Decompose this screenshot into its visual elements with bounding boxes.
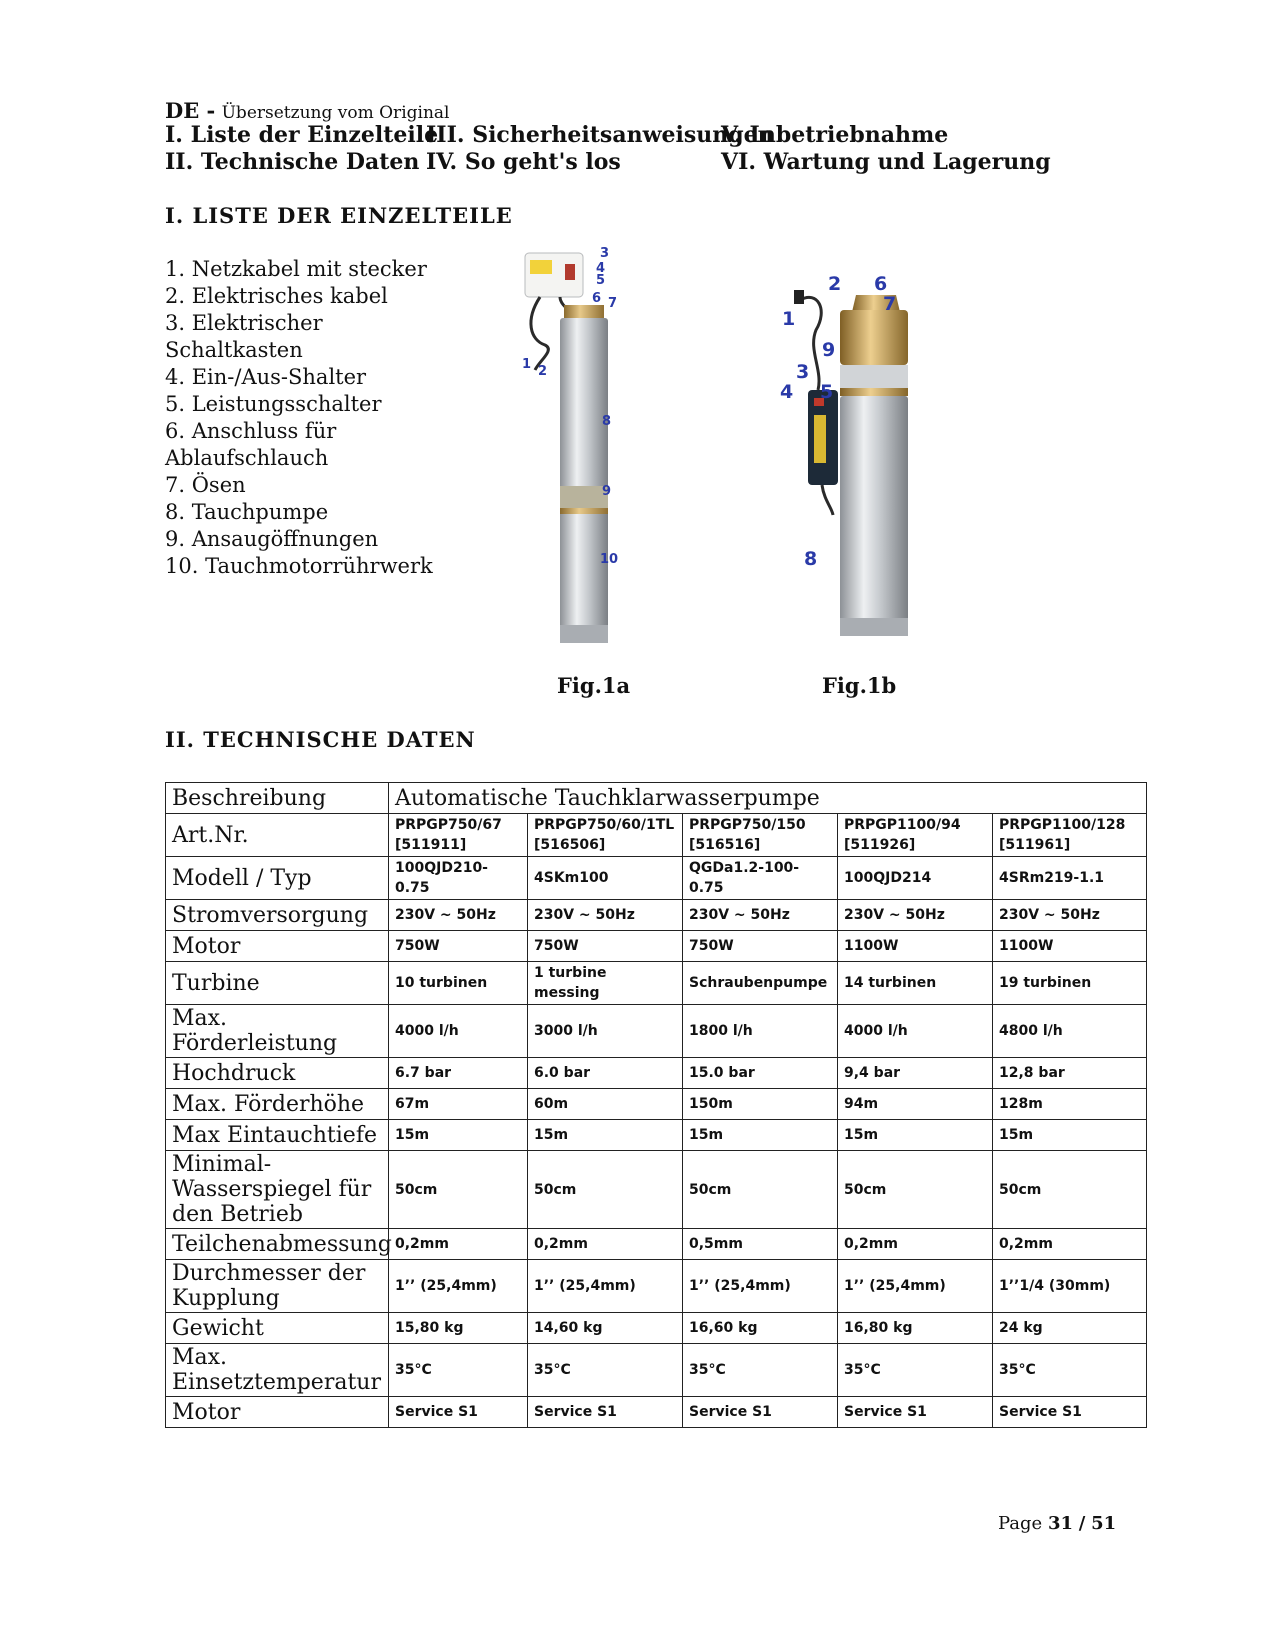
pump-base-shape — [840, 618, 908, 636]
table-cell: 230V ~ 50Hz — [528, 900, 683, 931]
table-cell: 4000 l/h — [838, 1005, 993, 1058]
row-label: Turbine — [166, 962, 389, 1005]
row-label: Minimal-Wasserspiegel für den Betrieb — [166, 1151, 389, 1229]
table-cell: 35°C — [993, 1344, 1147, 1397]
table-cell: Service S1 — [838, 1397, 993, 1428]
table-cell: 1100W — [993, 931, 1147, 962]
list-item: 2. Elektrisches kabel — [165, 284, 388, 308]
page-number — [998, 1513, 1116, 1534]
switch-shape — [565, 264, 575, 280]
page-separator: / — [1078, 1513, 1086, 1534]
callout-label: 9 — [822, 339, 836, 361]
list-item: 3. Elektrischer Schaltkasten — [165, 311, 323, 362]
table-cell: 1’’ (25,4mm) — [389, 1260, 528, 1313]
page-current: 31 — [1047, 1513, 1074, 1534]
table-cell: 4000 l/h — [389, 1005, 528, 1058]
row-label: Max. Förderleistung — [166, 1005, 389, 1058]
toc-entry[interactable]: IV. So geht's los — [426, 149, 621, 175]
row-label: Durchmesser der Kupplung — [166, 1260, 389, 1313]
table-cell: 1’’ (25,4mm) — [683, 1260, 838, 1313]
table-cell: 100QJD214 — [838, 857, 993, 900]
row-label: Max. Förderhöhe — [166, 1089, 389, 1120]
list-item: 6. Anschluss für Ablaufschlauch — [165, 419, 337, 470]
table-cell: 67m — [389, 1089, 528, 1120]
table-row — [166, 1229, 1147, 1260]
table-cell: 230V ~ 50Hz — [993, 900, 1147, 931]
table-cell: 1’’ (25,4mm) — [838, 1260, 993, 1313]
table-cell: 1800 l/h — [683, 1005, 838, 1058]
table-row — [166, 1089, 1147, 1120]
table-cell: 15m — [993, 1120, 1147, 1151]
pump-ring-shape — [840, 388, 908, 396]
table-cell: 16,60 kg — [683, 1313, 838, 1344]
row-label: Modell / Typ — [166, 857, 389, 900]
table-cell: 1’’ (25,4mm) — [528, 1260, 683, 1313]
row-label: Hochdruck — [166, 1058, 389, 1089]
toc-column-3 — [721, 122, 1051, 176]
pump-body-shape — [840, 396, 908, 636]
table-cell: 15.0 bar — [683, 1058, 838, 1089]
table-cell: PRPGP750/150 [516516] — [683, 814, 838, 857]
table-cell: 15m — [683, 1120, 838, 1151]
table-cell: 6.7 bar — [389, 1058, 528, 1089]
table-cell: 4800 l/h — [993, 1005, 1147, 1058]
table-cell: 50cm — [389, 1151, 528, 1229]
table-cell: 100QJD210-0.75 — [389, 857, 528, 900]
table-cell: 1100W — [838, 931, 993, 962]
table-cell: 14 turbinen — [838, 962, 993, 1005]
table-row — [166, 1151, 1147, 1229]
table-cell: 6.0 bar — [528, 1058, 683, 1089]
table-cell: 750W — [389, 931, 528, 962]
table-row — [166, 1120, 1147, 1151]
callout-label: 10 — [600, 552, 619, 567]
table-cell: 230V ~ 50Hz — [683, 900, 838, 931]
figure-1a-caption: Fig.1a — [557, 673, 631, 698]
table-row — [166, 1397, 1147, 1428]
table-cell: 0,2mm — [389, 1229, 528, 1260]
toc-entry[interactable]: I. Liste der Einzelteile — [165, 122, 439, 148]
figure-1a-pump-image — [520, 246, 660, 670]
table-cell: Schraubenpumpe — [683, 962, 838, 1005]
table-cell: 94m — [838, 1089, 993, 1120]
callout-label: 6 — [874, 273, 888, 295]
table-cell: 14,60 kg — [528, 1313, 683, 1344]
table-cell: 230V ~ 50Hz — [389, 900, 528, 931]
table-cell: 750W — [683, 931, 838, 962]
callout-label: 2 — [828, 273, 842, 295]
table-cell: 35°C — [528, 1344, 683, 1397]
callout-label: 7 — [608, 296, 618, 311]
figure-1b-caption: Fig.1b — [822, 673, 897, 698]
cable-shape — [822, 485, 833, 515]
table-cell: PRPGP1100/128 [511961] — [993, 814, 1147, 857]
figure-1b-pump-image — [780, 273, 938, 670]
table-row — [166, 1313, 1147, 1344]
toc-entry[interactable]: II. Technische Daten — [165, 149, 420, 175]
table-row — [166, 783, 1147, 814]
toc-entry[interactable]: V. Inbetriebnahme — [721, 122, 949, 148]
table-cell: PRPGP750/67 [511911] — [389, 814, 528, 857]
callout-label: 6 — [592, 291, 602, 306]
technical-data-table — [165, 782, 1147, 1428]
callout-label: 4 — [596, 261, 606, 276]
row-label: Motor — [166, 1397, 389, 1428]
table-cell: Service S1 — [389, 1397, 528, 1428]
table-cell: Service S1 — [528, 1397, 683, 1428]
pump-head-shape — [840, 310, 908, 365]
plug-shape — [794, 290, 804, 304]
table-row — [166, 962, 1147, 1005]
warning-label-shape — [530, 260, 552, 274]
callout-label: 3 — [600, 246, 610, 261]
table-cell: 15m — [528, 1120, 683, 1151]
section-title-parts: I. LISTE DER EINZELTEILE — [165, 203, 513, 228]
section-title-technical-data: II. TECHNISCHE DATEN — [165, 727, 476, 752]
table-cell: 1 turbine messing — [528, 962, 683, 1005]
table-row — [166, 931, 1147, 962]
table-row — [166, 857, 1147, 900]
table-cell: 4SKm100 — [528, 857, 683, 900]
table-cell: PRPGP750/60/1TL [516506] — [528, 814, 683, 857]
list-item: 1. Netzkabel mit stecker — [165, 257, 427, 281]
callout-label: 5 — [596, 273, 606, 288]
language-code: DE - — [165, 98, 216, 123]
table-cell: 50cm — [993, 1151, 1147, 1229]
table-cell: Service S1 — [683, 1397, 838, 1428]
toc-entry[interactable]: III. Sicherheitsanweisungen — [426, 122, 774, 148]
callout-label: 9 — [602, 484, 612, 499]
table-cell: 60m — [528, 1089, 683, 1120]
pump-body-shape — [560, 318, 608, 643]
callout-label: 2 — [538, 364, 548, 379]
description-value: Automatische Tauchklarwasserpumpe — [389, 783, 1147, 814]
table-cell: 10 turbinen — [389, 962, 528, 1005]
list-item: 5. Leistungsschalter — [165, 392, 382, 416]
table-cell: 9,4 bar — [838, 1058, 993, 1089]
callout-label: 1 — [522, 357, 532, 372]
row-label: Motor — [166, 931, 389, 962]
callout-label: 3 — [796, 361, 810, 383]
table-cell: 50cm — [838, 1151, 993, 1229]
table-row — [166, 1344, 1147, 1397]
list-item: 7. Ösen — [165, 473, 246, 497]
row-label: Art.Nr. — [166, 814, 389, 857]
table-row — [166, 1058, 1147, 1089]
capacitor-label-shape — [814, 415, 826, 463]
row-label: Teilchenabmessung — [166, 1229, 389, 1260]
toc-column-1 — [165, 122, 438, 176]
list-item: 9. Ansaugöffnungen — [165, 527, 379, 551]
table-cell: 0,2mm — [838, 1229, 993, 1260]
table-cell: 35°C — [838, 1344, 993, 1397]
row-label: Max Eintauchtiefe — [166, 1120, 389, 1151]
table-cell: 0,5mm — [683, 1229, 838, 1260]
table-cell: 50cm — [683, 1151, 838, 1229]
language-header — [165, 98, 449, 123]
cable-shape — [531, 297, 548, 370]
table-cell: 150m — [683, 1089, 838, 1120]
table-cell: 50cm — [528, 1151, 683, 1229]
list-item: 8. Tauchpumpe — [165, 500, 329, 524]
table-cell: 3000 l/h — [528, 1005, 683, 1058]
table-cell: 1’’1/4 (30mm) — [993, 1260, 1147, 1313]
table-cell: 750W — [528, 931, 683, 962]
table-row — [166, 1260, 1147, 1313]
list-item: 10. Tauchmotorrührwerk — [165, 554, 433, 578]
callout-label: 4 — [780, 381, 794, 403]
table-cell: Service S1 — [993, 1397, 1147, 1428]
pump-ring-shape — [560, 508, 608, 514]
row-label: Gewicht — [166, 1313, 389, 1344]
table-cell: 15m — [838, 1120, 993, 1151]
language-note: Übersetzung vom Original — [221, 103, 450, 123]
table-cell: 35°C — [683, 1344, 838, 1397]
parts-list — [165, 256, 455, 580]
callout-label: 1 — [782, 308, 796, 330]
table-cell: 12,8 bar — [993, 1058, 1147, 1089]
table-cell: QGDa1.2-100-0.75 — [683, 857, 838, 900]
table-cell: 35°C — [389, 1344, 528, 1397]
table-cell: 4SRm219-1.1 — [993, 857, 1147, 900]
pump-base-shape — [560, 625, 608, 643]
callout-label: 8 — [804, 548, 818, 570]
table-cell: 0,2mm — [528, 1229, 683, 1260]
table-cell: 15m — [389, 1120, 528, 1151]
callout-label: 7 — [883, 293, 897, 315]
table-cell: 16,80 kg — [838, 1313, 993, 1344]
table-cell: 24 kg — [993, 1313, 1147, 1344]
table-cell: 0,2mm — [993, 1229, 1147, 1260]
table-row — [166, 814, 1147, 857]
callout-label: 8 — [602, 414, 612, 429]
callout-label: 5 — [820, 381, 834, 403]
row-label: Stromversorgung — [166, 900, 389, 931]
row-label: Max. Einsetztemperatur — [166, 1344, 389, 1397]
list-item: 4. Ein-/Aus-Shalter — [165, 365, 367, 389]
table-row — [166, 900, 1147, 931]
table-cell: 230V ~ 50Hz — [838, 900, 993, 931]
page-prefix: Page — [998, 1513, 1043, 1534]
table-cell: 128m — [993, 1089, 1147, 1120]
toc-entry[interactable]: VI. Wartung und Lagerung — [721, 149, 1051, 175]
table-row — [166, 1005, 1147, 1058]
table-cell: 15,80 kg — [389, 1313, 528, 1344]
row-label: Beschreibung — [166, 783, 389, 814]
table-cell: 19 turbinen — [993, 962, 1147, 1005]
page-total: 51 — [1091, 1513, 1117, 1534]
table-cell: PRPGP1100/94 [511926] — [838, 814, 993, 857]
